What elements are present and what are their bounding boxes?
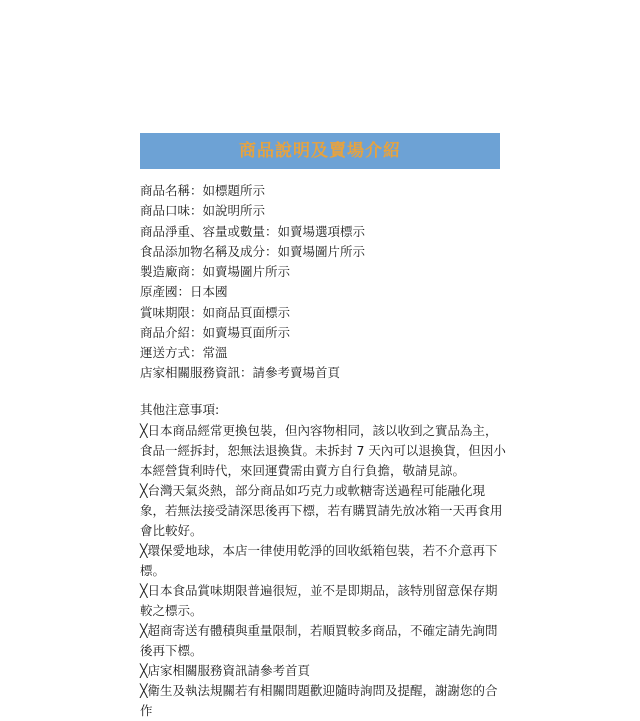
list-item: ╳台灣天氣炎熱，部分商品如巧克力或軟糖寄送過程可能融化現象，若無法接受請深思後再下標，若有購買請先放冰箱一天再食用會比較好。 [140,482,503,538]
list-item: 原產國：日本國 [140,284,228,300]
list-item: 製造廠商：如賣場圖片所示 [140,264,291,279]
list-item: 商品介紹：如賣場頁面所示 [140,324,291,340]
list-item: 商品名稱：如標題所示 [140,183,266,198]
list-item: 賞味期限：如商品頁面標示 [140,304,291,320]
list-item: ╳日本商品經常更換包裝，但內容物相同，該以收到之實品為主，食品一經拆封，恕無法退換貨。未拆封 7 天內可以退換貨，但因小本經營貨利時代，來回運費需由賣方自行負擔，敬請見諒。 [140,422,506,478]
product-spec-list [140,181,510,384]
banner-header [140,133,500,169]
list-item: 店家相關服務資訊：請參考賣場首頁 [140,365,341,381]
list-item: ╳衛生及執法規關若有相關問題歡迎隨時詢問及提醒，謝謝您的合作 [140,682,498,718]
notes-list [140,421,510,721]
list-item: ╳環保愛地球，本店一律使用乾淨的回收紙箱包裝，若不介意再下標。 [140,542,498,578]
notes-heading: 其他注意事項: [140,401,220,417]
list-item: ╳店家相關服務資訊請參考首頁 [140,662,311,678]
list-item: 商品淨重、容量或數量：如賣場選項標示 [140,223,366,239]
list-item: 商品口味：如說明所示 [140,203,266,219]
list-item: 食品添加物名稱及成分：如賣場圖片所示 [140,243,366,259]
section-divider [140,384,510,400]
list-item: ╳超商寄送有體積與重量限制，若順買較多商品，不確定請先詢問後再下標。 [140,622,498,658]
list-item: ╳日本食品賞味期限普遍很短，並不是即期品，該特別留意保存期較之標示。 [140,582,498,618]
banner-title: 商品說明及賣場介紹 [239,140,401,161]
document-content [140,133,510,721]
list-item: 運送方式：常溫 [140,345,228,360]
